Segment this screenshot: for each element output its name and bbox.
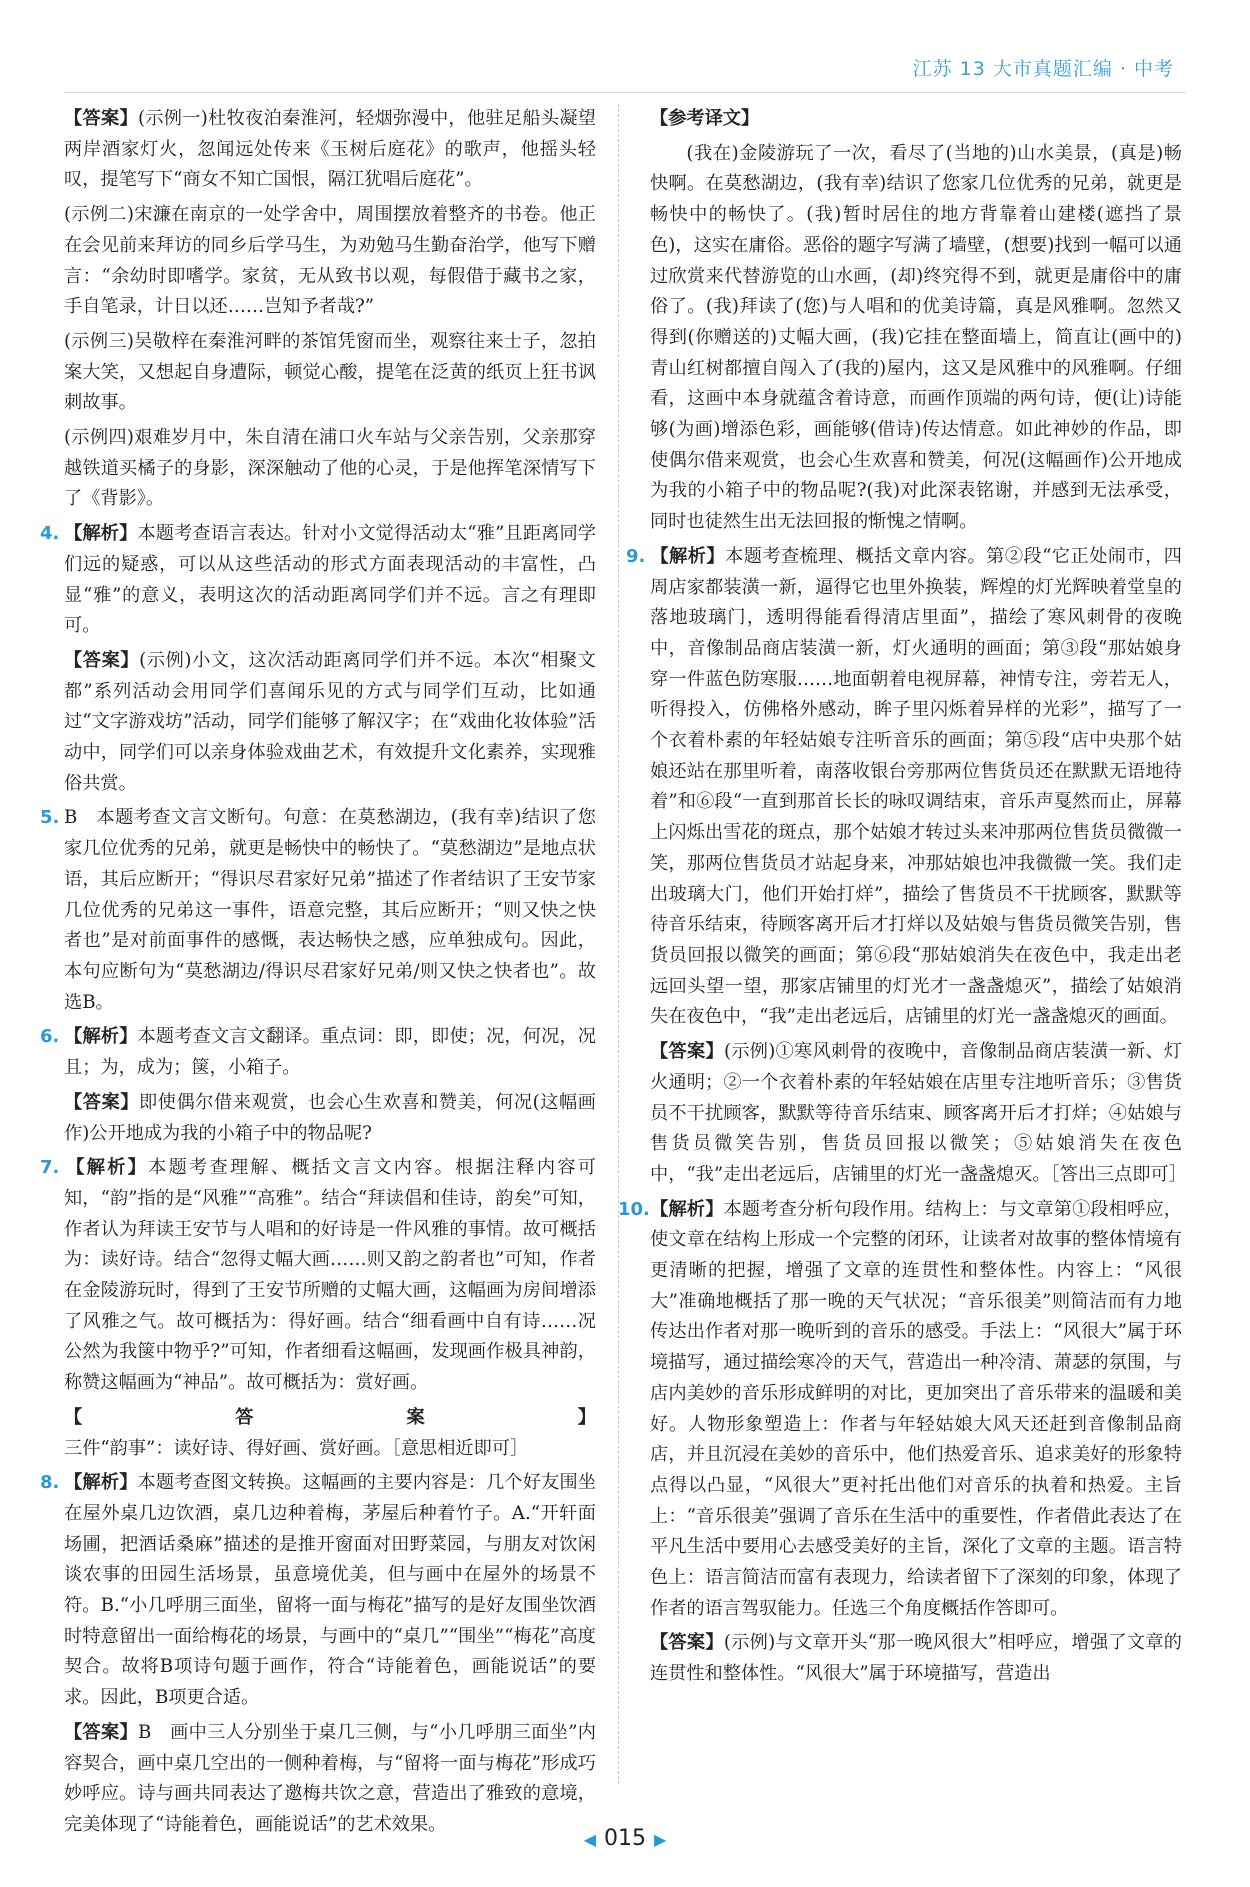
answer-tag: 【答案】 [650,1041,724,1063]
question-number: 7. [40,1157,60,1179]
question-number: 5. [40,807,60,829]
question-6-answer [64,1088,596,1149]
answer-tag: 【答案】 [64,649,140,671]
question-number: 6. [40,1026,60,1048]
question-4-analysis [40,519,596,642]
answer-tag: 【答案】 [64,108,138,129]
question-number: 9. [626,545,646,567]
analysis-text: 本题考查分析句段作用。结构上：与文章第①段相呼应，使文章在结构上形成一个完整的闭环，让读者对故事的整体情境有更清晰的把握，增强了文章的连贯性和整体性。内容上：“风很大”准确地概括了那一晚的天气状况；“音乐很美”则简洁而有力地传达出作者对那一晚听到的音乐的感受。手法上：“风很大”属于环境描写，通过描绘寒冷的天气，营造出一种冷清、萧瑟的氛围，与店内美妙的音乐形成鲜明的对比，更加突出了音乐带来的温暖和美好。人物形象塑造上：作者与年轻姑娘大风天还赶到音像制品商店，并且沉浸在美妙的音乐中，他们热爱音乐、追求美好的形象特点得以凸显，“风很大”更衬托出他们对音乐的执着和热爱。主旨上：“音乐很美”强调了音乐在生活中的重要性，作者借此表达了在平凡生活中要用心去感受美好的主旨，深化了文章的主题。语言特色上：语言简洁而富有表现力，给读者留下了深刻的印象，体现了作者的语言驾驭能力。任选三个角度概括作答即可。 [650,1198,1182,1619]
translation-heading [650,104,1182,135]
prev-page-icon: ◀ [583,1830,596,1849]
answer-text: (示例)小文，这次活动距离同学们并不远。本次“相聚文都”系列活动会用同学们喜闻乐见的方式与同学们互动，比如通过“文字游戏坊”活动，同学们能够了解汉字；在“戏曲化妆体验”活动中，同学们可以亲身体验戏曲艺术，有效提升文化素养，实现雅俗共赏。 [64,649,596,794]
answer-3-example-2: (示例二)宋濂在南京的一处学舍中，周围摆放着整齐的书卷。他正在会见前来拜访的同乡后学马生，为劝勉马生勤奋治学，他写下赠言：“余幼时即嗜学。家贫，无从致书以观，每假借于藏书之家，手自笔录，计日以还……岂知予者哉?” [64,204,596,318]
question-9-analysis [626,542,1182,1033]
header-title: 江苏 13 大市真题汇编 · 中考 [912,58,1174,80]
analysis-text: 本题考查图文转换。这幅画的主要内容是：几个好友围坐在屋外桌几边饮酒，桌几边种着梅，茅屋后种着竹子。A.“开轩面场圃，把酒话桑麻”描述的是推开窗面对田野菜园，与朋友对饮闲谈农事的田园生活场景，虽意境优美，但与画中在屋外的场景不符。B.“小几呼朋三面坐，留将一面与梅花”描写的是好友围坐饮酒时特意留出一面给梅花的场景，与画中的“桌几”“围坐”“梅花”高度契合。故将B项诗句题于画作，符合“诗能着色，画能说话”的要求。因此，B项更合适。 [64,1472,596,1709]
question-7-analysis [40,1153,596,1399]
analysis-text: 本题考查理解、概括文言文内容。根据注释内容可知，“韵”指的是“风雅”“高雅”。结合“拜读倡和佳诗，韵矣”可知，作者认为拜读王安节与人唱和的好诗是一件风雅的事情。故可概括为：读好诗。结合“忽得丈幅大画……则又韵之韵者也”可知，作者在金陵游玩时，得到了王安节所赠的丈幅大画，这幅画为房间增添了风雅之气。故可概括为：得好画。结合“细看画中自有诗……况公然为我箧中物乎?”可知，作者细看这幅画，发现画作极具神韵，称赞这幅画为“神品”。故可概括为：赏好画。 [64,1157,596,1394]
answer-text: 三件“韵事”：读好诗、得好画、赏好画。［意思相近即可］ [64,1437,529,1459]
question-number: 10. [618,1198,650,1220]
answer-3-example-1: (示例一)杜牧夜泊秦淮河，轻烟弥漫中，他驻足船头凝望两岸酒家灯火，忽闻远处传来《玉树后庭花》的歌声，他摇头轻叹，提笔写下“商女不知亡国恨，隔江犹唱后庭花”。 [64,108,596,191]
answer-tag: 【答案】 [64,1406,596,1428]
column-divider [618,104,619,1784]
page-number: 015 [604,1826,646,1851]
question-5 [40,803,596,1018]
analysis-text: 本题考查文言文翻译。重点词：即，即使；况，何况，况且；为，成为；箧，小箱子。 [64,1026,596,1079]
analysis-text: 本题考查梳理、概括文章内容。第②段“它正处闹市，四周店家都装潢一新，逼得它也里外换装，辉煌的灯光辉映着堂皇的落地玻璃门，透明得能看得清店里面”，描绘了寒风刺骨的夜晚中，音像制品商店装潢一新，灯火通明的画面；第③段“那姑娘身穿一件蓝色防寒服……地面朝着电视屏幕，神情专注，旁若无人，听得投入，仿佛格外感动，眸子里闪烁着异样的光彩”，描写了一个衣着朴素的年轻姑娘专注听音乐的画面；第⑤段“店中央那个姑娘还站在那里听着，南落收银台旁那两位售货员还在默默无语地待着”和⑥段“一直到那首长长的咏叹调结束，音乐声戛然而止，屏幕上闪烁出雪花的斑点，那个姑娘才转过头来冲那两位售货员微微一笑，那两位售货员才站起身来，冲那姑娘也冲我微微一笑。我们走出玻璃大门，他们开始打烊”，描绘了售货员不干扰顾客，默默等待音乐结束，待顾客离开后才打烊以及姑娘与售货员微笑告别，售货员回报以微笑的画面；第⑥段“那姑娘消失在夜色中，我走出老远回头望一望，那家店铺里的灯光才一盏盏熄灭”，描绘了姑娘消失在夜色中，“我”走出老远后，店铺里的灯光一盏盏熄灭的画面。 [650,545,1182,1028]
question-9-answer [650,1037,1187,1191]
answer-tag: 【答案】 [64,1721,138,1743]
analysis-tag: 【解析】 [650,545,726,567]
analysis-tag: 【解析】 [64,1026,138,1048]
answer-tag: 【答案】 [650,1632,724,1654]
answer-3 [64,104,596,196]
analysis-tag: 【解析】 [64,523,138,545]
question-10-answer [650,1628,1182,1689]
answer-text: (示例)①寒风刺骨的夜晚中，音像制品商店装潢一新、灯火通明；②一个衣着朴素的年轻姑娘在店里专注地听音乐；③售货员不干扰顾客，默默等待音乐结束、顾客离开后才打烊；④姑娘与售货员微笑告别，售货员回报以微笑；⑤姑娘消失在夜色中，“我”走出老远后，店铺里的灯光一盏盏熄灭。［答出三点即可］ [650,1041,1187,1185]
translation-text: (我在)金陵游玩了一次，看尽了(当地的)山水美景，(真是)畅快啊。在莫愁湖边，(我有幸)结识了您家几位优秀的兄弟，就更是畅快中的畅快了。(我)暂时居住的地方背靠着山建楼(遮挡了景色)，这实在庸俗。恶俗的题字写满了墙壁，(想要)找到一幅可以通过欣赏来代替游览的山水画，(却)终究得不到，就更是庸俗中的庸俗了。(我)拜读了(您)与人唱和的优美诗篇，真是风雅啊。忽然又得到(你赠送的)丈幅大画，(我)它挂在整面墙上，简直让(画中的)青山红树都擅自闯入了(我的)屋内，这又是风雅中的风雅啊。仔细看，这画中本身就蕴含着诗意，而画作顶端的两句诗，便(让)诗能够(为画)增添色彩，画能够(借诗)传达情意。如此神妙的作品，即使偶尔借来观赏，也会心生欢喜和赞美，何况(这幅画作)公开地成为我的小箱子中的物品呢?(我)对此深表铭谢，并感到无法承受，同时也徒然生出无法回报的惭愧之情啊。 [650,142,1182,533]
next-page-icon: ▶ [654,1830,667,1849]
analysis-text: B 本题考查文言文断句。句意：在莫愁湖边，(我有幸)结识了您家几位优秀的兄弟，就更是畅快中的畅快了。“莫愁湖边”是地点状语，其后应断开；“得识尽君家好兄弟”描述了作者结识了王安节家几位优秀的兄弟这一事件，语意完整，其后应断开；“则又快之快者也”是对前面事件的感慨，表达畅快之感，应单独成句。因此，本句应断句为“莫愁湖边/得识尽君家好兄弟/则又快之快者也”。故选B。 [64,807,596,1013]
answer-text: B 画中三人分别坐于桌几三侧，与“小几呼朋三面坐”内容契合，画中桌几空出的一侧种着梅，与“留将一面与梅花”形成巧妙呼应。诗与画共同表达了邀梅共饮之意，营造出了雅致的意境，完美体现了“诗能着色，画能说话”的艺术效果。 [64,1721,596,1835]
page-footer [0,1826,1250,1851]
question-8-answer [64,1718,596,1841]
analysis-text: 本题考查语言表达。针对小文觉得活动太“雅”且距离同学们远的疑惑，可以从这些活动的形式方面表现活动的丰富性，凸显“雅”的意义，表明这次的活动距离同学们并不远。言之有理即可。 [64,523,596,637]
answer-3-example-3: (示例三)吴敬梓在秦淮河畔的茶馆凭窗而坐，观察往来士子，忽拍案大笑，又想起自身遭际，顿觉心酸，提笔在泛黄的纸页上狂书讽刺故事。 [64,330,596,414]
analysis-tag: 【解析】 [64,1157,149,1179]
right-column [618,104,1187,1694]
question-10-analysis [618,1195,1182,1625]
answer-3-example-4: (示例四)艰难岁月中，朱自清在浦口火车站与父亲告别，父亲那穿越铁道买橘子的身影，深深触动了他的心灵，于是他挥笔深情写下了《背影》。 [64,427,596,510]
question-6-analysis [40,1022,596,1083]
question-4-answer [64,646,596,800]
question-8-analysis [40,1468,596,1714]
question-number: 4. [40,523,60,545]
question-number: 8. [40,1472,60,1494]
header-rule [64,92,1186,93]
translation-tag: 【参考译文】 [650,108,760,129]
analysis-tag: 【解析】 [650,1198,724,1220]
analysis-tag: 【解析】 [64,1472,138,1494]
left-column [40,104,596,1845]
answer-text: 即使偶尔借来观赏，也会心生欢喜和赞美，何况(这幅画作)公开地成为我的小箱子中的物品呢? [64,1091,596,1144]
answer-tag: 【答案】 [64,1091,139,1113]
question-7-answer [64,1403,596,1464]
answer-text: (示例)与文章开头“那一晚风很大”相呼应，增强了文章的连贯性和整体性。“风很大”属于环境描写，营造出 [650,1632,1182,1685]
